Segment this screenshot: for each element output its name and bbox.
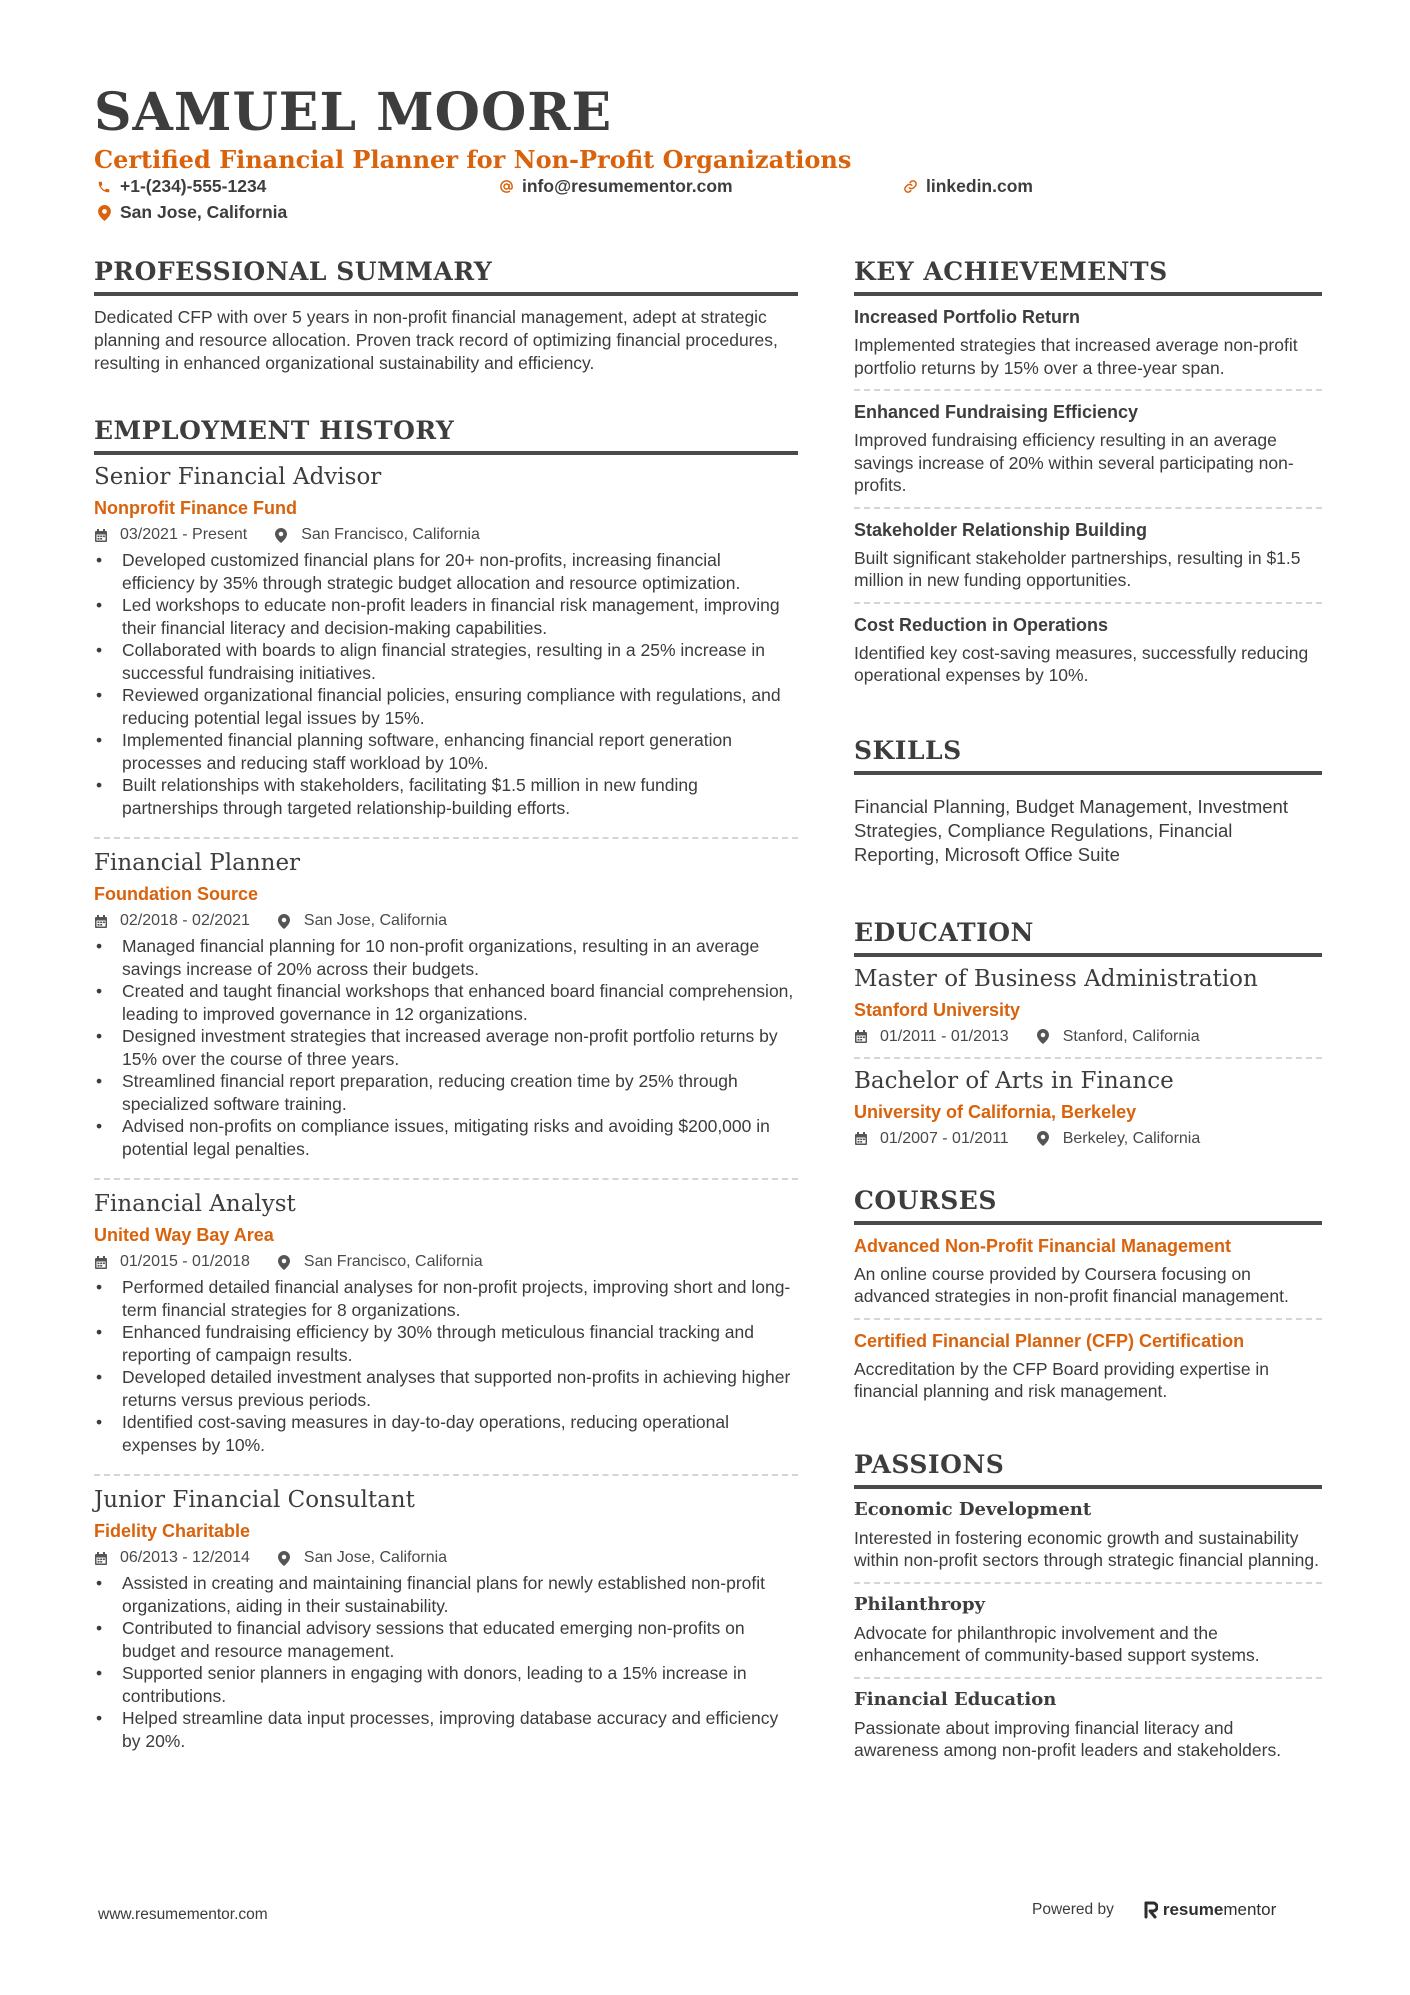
date-location-row — [94, 1250, 798, 1274]
brand-bold: resume — [1162, 1900, 1224, 1919]
location: San Jose, California — [303, 912, 448, 929]
bullet-item: • Collaborated with boards to align financial strategies, resulting in a 25% increase in successful fundraising initiatives. — [94, 639, 798, 684]
bullet-item: • Created and taught financial workshops that enhanced board financial comprehension, leading to improved governance in 12 organizations. — [94, 980, 798, 1025]
education-list — [854, 963, 1322, 1151]
email-text: info@resumementor.com — [522, 176, 733, 196]
calendar-icon — [94, 912, 110, 930]
location-pin-icon — [1037, 1130, 1053, 1148]
job-title: Senior Financial Advisor — [94, 464, 382, 490]
achievement-item — [854, 604, 1322, 697]
contact-phone[interactable] — [96, 176, 266, 197]
skills-text: Financial Planning, Budget Management, Investment Strategies, Compliance Regulations, Financial Reporting, Microsoft Office Suite — [854, 795, 1288, 865]
courses-list — [854, 1225, 1322, 1413]
calendar-icon — [854, 1130, 870, 1148]
achievement-title: Stakeholder Relationship Building — [854, 519, 1148, 540]
courses-heading: COURSES — [854, 1185, 1322, 1225]
bullet-item: • Designed investment strategies that increased average non-profit portfolio returns by 15% over the course of three years. — [94, 1025, 798, 1070]
passion-item — [854, 1679, 1322, 1772]
location-pin-icon — [278, 912, 294, 930]
calendar-icon — [94, 1549, 110, 1567]
bullet-item: • Identified cost-saving measures in day-to-day operations, reducing operational expenses by 10%. — [94, 1411, 798, 1456]
brand-mark-icon — [1144, 1901, 1158, 1919]
achievement-item — [854, 509, 1322, 604]
passion-item — [854, 1584, 1322, 1679]
passion-desc: Passionate about improving financial literacy and awareness among non-profit leaders and stakeholders. — [854, 1717, 1282, 1760]
phone-icon — [96, 178, 112, 196]
calendar-icon — [854, 1028, 870, 1046]
degree: Master of Business Administration — [854, 965, 1258, 992]
passion-item — [854, 1489, 1322, 1584]
divider — [94, 1178, 798, 1180]
bullet-item: • Developed detailed investment analyses that supported non-profits in achieving higher returns versus previous periods. — [94, 1366, 798, 1411]
candidate-title: Certified Financial Planner for Non-Profit Organizations — [94, 145, 852, 174]
course-desc: Accreditation by the CFP Board providing expertise in financial planning and risk management. — [854, 1358, 1270, 1401]
achievements-heading: KEY ACHIEVEMENTS — [854, 256, 1322, 296]
location-pin-icon — [278, 1549, 294, 1567]
achievement-desc: Built significant stakeholder partnerships, resulting in $1.5 million in new funding opportunities. — [854, 547, 1301, 590]
bullet-item: • Developed customized financial plans for 20+ non-profits, increasing financial efficiency by 35% through strategic budget allocation and resource optimization. — [94, 549, 798, 594]
achievement-desc: Implemented strategies that increased average non-profit portfolio returns by 15% over a three-year span. — [854, 335, 1298, 378]
employment-heading: EMPLOYMENT HISTORY — [94, 415, 798, 455]
bullet-item: • Advised non-profits on compliance issues, mitigating risks and avoiding $200,000 in potential legal penalties. — [94, 1115, 798, 1160]
location: Stanford, California — [1062, 1027, 1200, 1045]
phone-text: +1-(234)-555-1234 — [120, 176, 267, 196]
skills-heading: SKILLS — [854, 735, 1322, 775]
resume-header — [94, 82, 1324, 228]
school-name: Stanford University — [854, 999, 1021, 1020]
achievement-title: Enhanced Fundraising Efficiency — [854, 402, 1139, 422]
footer-powered — [1032, 1900, 1276, 1920]
date-location-row — [854, 1025, 1322, 1049]
contact-email[interactable] — [498, 176, 733, 197]
degree: Bachelor of Arts in Finance — [854, 1067, 1174, 1094]
passion-title: Financial Education — [854, 1688, 1057, 1710]
at-icon — [498, 178, 514, 196]
job-bullets — [94, 549, 798, 819]
contact-row — [94, 176, 1324, 202]
bullet-item: • Enhanced fundraising efficiency by 30% through meticulous financial tracking and reporting of campaign results. — [94, 1321, 798, 1366]
job-bullets — [94, 1276, 798, 1456]
link-icon — [902, 178, 918, 196]
bullet-item: • Implemented financial planning software, enhancing financial report generation processes and reducing staff workload by 10%. — [94, 729, 798, 774]
job-entry — [94, 1188, 798, 1464]
date-range: 06/2013 - 12/2014 — [120, 1549, 250, 1566]
course-desc: An online course provided by Coursera focusing on advanced strategies in non-profit financial management. — [854, 1263, 1289, 1306]
bullet-item: • Supported senior planners in engaging with donors, leading to a 15% increase in contributions. — [94, 1662, 798, 1707]
date-location-row — [94, 909, 798, 933]
contact-location — [96, 202, 287, 223]
job-entry — [94, 1484, 798, 1760]
date-range: 01/2015 - 01/2018 — [120, 1253, 250, 1270]
footer-website[interactable]: www.resumementor.com — [98, 1906, 268, 1923]
job-title: Junior Financial Consultant — [94, 1487, 415, 1513]
job-title: Financial Analyst — [94, 1191, 296, 1217]
school-name: University of California, Berkeley — [854, 1101, 1137, 1122]
achievement-desc: Identified key cost-saving measures, successfully reducing operational expenses by 10%. — [854, 642, 1309, 685]
location-text: San Jose, California — [120, 202, 288, 222]
brand-light: mentor — [1223, 1900, 1277, 1919]
education-item — [854, 1065, 1322, 1151]
location: San Francisco, California — [303, 1253, 483, 1270]
date-location-row — [94, 523, 798, 547]
bullet-item: • Managed financial planning for 10 non-profit organizations, resulting in an average savings increase of 20% across their budgets. — [94, 935, 798, 980]
achievement-title: Cost Reduction in Operations — [854, 614, 1109, 635]
date-range: 02/2018 - 02/2021 — [120, 912, 250, 929]
date-range: 01/2011 - 01/2013 — [880, 1027, 1009, 1045]
brand-logo[interactable] — [1144, 1900, 1276, 1920]
job-bullets — [94, 935, 798, 1160]
education-heading: EDUCATION — [854, 917, 1322, 957]
company-name: Nonprofit Finance Fund — [94, 498, 297, 518]
date-range: 03/2021 - Present — [120, 526, 248, 543]
bullet-item: • Led workshops to educate non-profit leaders in financial risk management, improving their financial literacy and decision-making capabilities. — [94, 594, 798, 639]
bullet-item: • Helped streamline data input processes, improving database accuracy and efficiency by 20%. — [94, 1707, 798, 1752]
date-location-row — [854, 1127, 1322, 1151]
location: San Jose, California — [303, 1549, 448, 1566]
right-column — [854, 256, 1322, 1772]
candidate-name: SAMUEL MOORE — [94, 82, 613, 143]
location-pin-icon — [96, 204, 112, 222]
contact-row-2 — [94, 202, 1324, 228]
bullet-item: • Streamlined financial report preparation, reducing creation time by 25% through specialized software training. — [94, 1070, 798, 1115]
location: Berkeley, California — [1062, 1129, 1201, 1147]
powered-by-text: Powered by — [1032, 1901, 1114, 1918]
achievement-item — [854, 296, 1322, 391]
course-title: Certified Financial Planner (CFP) Certification — [854, 1330, 1245, 1351]
bullet-item: • Assisted in creating and maintaining financial plans for newly established non-profit organizations, aiding in their sustainability. — [94, 1572, 798, 1617]
date-range: 01/2007 - 01/2011 — [880, 1129, 1009, 1147]
passions-heading: PASSIONS — [854, 1449, 1322, 1489]
location: San Francisco, California — [301, 526, 480, 543]
summary-heading: PROFESSIONAL SUMMARY — [94, 256, 798, 296]
summary-text: Dedicated CFP with over 5 years in non-profit financial management, adept at strategic planning and resource allocation. Proven track record of optimizing financial procedures, resulting in enhanced organizational sustainability and efficiency. — [94, 307, 778, 373]
linkedin-text: linkedin.com — [926, 176, 1033, 196]
bullet-item: • Reviewed organizational financial policies, ensuring compliance with regulations, and reducing potential legal issues by 15%. — [94, 684, 798, 729]
company-name: United Way Bay Area — [94, 1225, 274, 1245]
bullet-item: • Built relationships with stakeholders, facilitating $1.5 million in new funding partnerships through targeted relationship-building efforts. — [94, 774, 798, 819]
company-name: Fidelity Charitable — [94, 1521, 251, 1541]
location-pin-icon — [278, 1253, 294, 1271]
passion-title: Economic Development — [854, 1498, 1092, 1520]
location-pin-icon — [1037, 1028, 1053, 1046]
achievement-title: Increased Portfolio Return — [854, 307, 1081, 327]
education-item — [854, 963, 1322, 1059]
passions-list — [854, 1489, 1322, 1772]
achievement-item — [854, 391, 1322, 509]
job-entry — [94, 847, 798, 1168]
left-column — [94, 256, 798, 1760]
employment-list — [94, 461, 798, 1760]
achievements-list — [854, 296, 1322, 697]
calendar-icon — [94, 526, 110, 544]
passion-desc: Interested in fostering economic growth and sustainability within non-profit sectors through strategic financial planning. — [854, 1527, 1319, 1570]
job-title: Financial Planner — [94, 850, 301, 876]
date-location-row — [94, 1546, 798, 1570]
company-name: Foundation Source — [94, 884, 258, 904]
course-item — [854, 1225, 1322, 1320]
bullet-item: • Contributed to financial advisory sessions that educated emerging non-profits on budget and resource management. — [94, 1617, 798, 1662]
bullet-item: • Performed detailed financial analyses for non-profit projects, improving short and long-term financial strategies for 8 organizations. — [94, 1276, 798, 1321]
achievement-desc: Improved fundraising efficiency resulting in an average savings increase of 20% within several participating non-profits. — [854, 430, 1294, 495]
passion-desc: Advocate for philanthropic involvement and the enhancement of community-based support systems. — [854, 1622, 1260, 1665]
passion-title: Philanthropy — [854, 1593, 985, 1615]
job-bullets — [94, 1572, 798, 1752]
divider — [94, 1474, 798, 1476]
job-entry — [94, 461, 798, 827]
contact-linkedin[interactable] — [902, 176, 1033, 197]
course-item — [854, 1320, 1322, 1413]
location-pin-icon — [275, 526, 291, 544]
course-title: Advanced Non-Profit Financial Management — [854, 1235, 1232, 1256]
calendar-icon — [94, 1253, 110, 1271]
divider — [94, 837, 798, 839]
